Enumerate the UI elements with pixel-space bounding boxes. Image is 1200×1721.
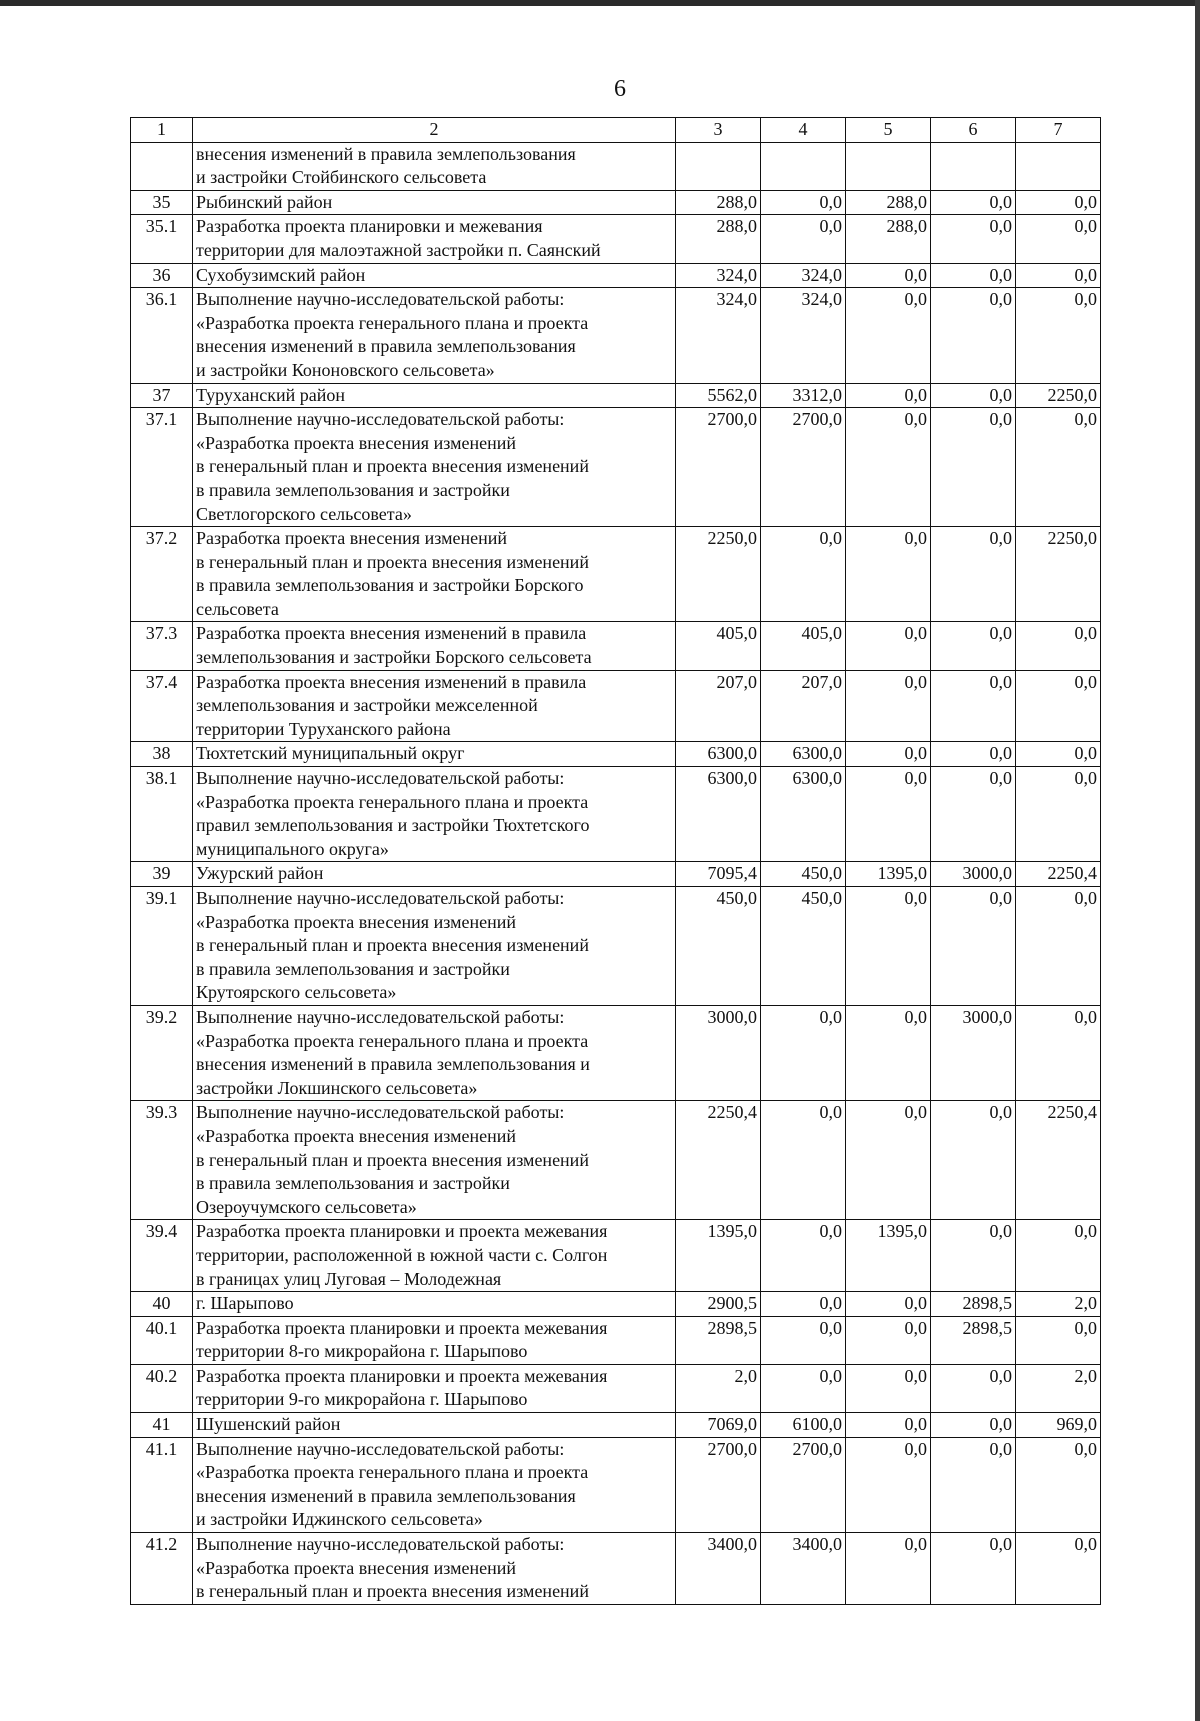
table-row [131, 622, 1101, 670]
row-number-cell: 38.1 [131, 767, 193, 862]
row-value-cell: 3000,0 [931, 1005, 1016, 1100]
table-row [131, 408, 1101, 527]
row-value-cell: 0,0 [931, 1413, 1016, 1438]
header-cell: 5 [846, 118, 931, 143]
table-row [131, 1101, 1101, 1220]
row-number-cell: 40.1 [131, 1316, 193, 1364]
row-value-cell: 6300,0 [761, 767, 846, 862]
row-value-cell: 2250,4 [1016, 862, 1101, 887]
row-value-cell: 0,0 [846, 767, 931, 862]
row-description-cell: Шушенский район [193, 1413, 676, 1438]
row-value-cell: 0,0 [761, 1005, 846, 1100]
row-number-cell: 35 [131, 190, 193, 215]
row-value-cell: 324,0 [676, 288, 761, 383]
row-value-cell: 3000,0 [676, 1005, 761, 1100]
header-cell: 4 [761, 118, 846, 143]
row-description-cell: Выполнение научно-исследовательской работы: «Разработка проекта внесения изменений в генеральный план и проекта внесения изменений в правила землепользования и застройки Светлогорского сельсовета» [193, 408, 676, 527]
row-value-cell: 0,0 [761, 1220, 846, 1292]
row-description-cell: Выполнение научно-исследовательской работы: «Разработка проекта внесения изменений в генеральный план и проекта внесения изменений в правила землепользования и застройки Крутоярского сельсовета» [193, 887, 676, 1006]
row-value-cell: 450,0 [676, 887, 761, 1006]
table-body [131, 118, 1101, 1605]
row-value-cell: 2250,0 [1016, 383, 1101, 408]
table-row [131, 215, 1101, 263]
row-number-cell: 40 [131, 1292, 193, 1317]
row-description-cell: Разработка проекта планировки и межевания территории для малоэтажной застройки п. Саянский [193, 215, 676, 263]
row-value-cell: 0,0 [931, 263, 1016, 288]
row-value-cell: 288,0 [676, 215, 761, 263]
row-value-cell: 2,0 [1016, 1364, 1101, 1412]
row-value-cell: 2250,4 [676, 1101, 761, 1220]
row-value-cell: 450,0 [761, 887, 846, 1006]
row-number-cell: 39.4 [131, 1220, 193, 1292]
row-value-cell: 0,0 [846, 742, 931, 767]
table-row [131, 288, 1101, 383]
row-number-cell: 37.2 [131, 527, 193, 622]
row-number-cell: 41.2 [131, 1533, 193, 1605]
row-value-cell: 7069,0 [676, 1413, 761, 1438]
row-number-cell: 39 [131, 862, 193, 887]
row-value-cell: 0,0 [931, 767, 1016, 862]
row-value-cell: 0,0 [931, 1533, 1016, 1605]
row-number-cell: 37.1 [131, 408, 193, 527]
row-description-cell: Разработка проекта внесения изменений в правила землепользования и застройки Борского сельсовета [193, 622, 676, 670]
row-value-cell: 0,0 [931, 215, 1016, 263]
table-row [131, 1437, 1101, 1532]
row-value-cell: 0,0 [1016, 263, 1101, 288]
row-value-cell: 324,0 [761, 288, 846, 383]
table-row [131, 887, 1101, 1006]
row-value-cell: 0,0 [931, 408, 1016, 527]
row-description-cell: Выполнение научно-исследовательской работы: «Разработка проекта генерального плана и проекта внесения изменений в правила землепользования и застройки Кононовского сельсовета» [193, 288, 676, 383]
row-number-cell: 37.3 [131, 622, 193, 670]
row-value-cell: 0,0 [846, 383, 931, 408]
row-value-cell: 0,0 [846, 1292, 931, 1317]
row-value-cell: 2700,0 [676, 1437, 761, 1532]
row-value-cell: 0,0 [761, 1292, 846, 1317]
scan-edge-right [1195, 0, 1200, 1721]
table-row [131, 1005, 1101, 1100]
row-value-cell: 0,0 [1016, 1220, 1101, 1292]
row-value-cell: 207,0 [761, 670, 846, 742]
row-value-cell [846, 142, 931, 190]
row-value-cell: 2900,5 [676, 1292, 761, 1317]
row-description-cell: Разработка проекта планировки и проекта межевания территории 9-го микрорайона г. Шарыпово [193, 1364, 676, 1412]
row-number-cell: 38 [131, 742, 193, 767]
row-description-cell: Разработка проекта планировки и проекта межевания территории, расположенной в южной части с. Солгон в границах улиц Луговая – Молодежная [193, 1220, 676, 1292]
page-number: 6 [614, 76, 626, 102]
row-value-cell: 2700,0 [761, 1437, 846, 1532]
row-description-cell: Выполнение научно-исследовательской работы: «Разработка проекта внесения изменений в генеральный план и проекта внесения изменений [193, 1533, 676, 1605]
row-value-cell: 0,0 [761, 1364, 846, 1412]
row-value-cell: 288,0 [846, 190, 931, 215]
table-row [131, 190, 1101, 215]
row-value-cell: 0,0 [761, 1316, 846, 1364]
row-number-cell: 39.2 [131, 1005, 193, 1100]
table-row [131, 1364, 1101, 1412]
table-row [131, 1220, 1101, 1292]
row-value-cell: 0,0 [931, 383, 1016, 408]
header-cell: 7 [1016, 118, 1101, 143]
row-description-cell: Разработка проекта внесения изменений в правила землепользования и застройки межселенной территории Туруханского района [193, 670, 676, 742]
row-description-cell: Разработка проекта внесения изменений в генеральный план и проекта внесения изменений в правила землепользования и застройки Борского сельсовета [193, 527, 676, 622]
row-value-cell: 6100,0 [761, 1413, 846, 1438]
row-value-cell: 0,0 [846, 1413, 931, 1438]
row-value-cell: 0,0 [1016, 767, 1101, 862]
row-value-cell: 0,0 [846, 288, 931, 383]
row-value-cell: 0,0 [931, 288, 1016, 383]
table-row [131, 1533, 1101, 1605]
row-value-cell: 0,0 [1016, 622, 1101, 670]
row-value-cell: 0,0 [1016, 288, 1101, 383]
row-value-cell: 2700,0 [676, 408, 761, 527]
row-value-cell: 0,0 [846, 527, 931, 622]
table-row [131, 1413, 1101, 1438]
row-description-cell: Разработка проекта планировки и проекта межевания территории 8-го микрорайона г. Шарыпово [193, 1316, 676, 1364]
row-value-cell: 2250,4 [1016, 1101, 1101, 1220]
row-value-cell: 6300,0 [676, 767, 761, 862]
row-value-cell: 0,0 [1016, 1316, 1101, 1364]
row-value-cell: 0,0 [1016, 1437, 1101, 1532]
table-row [131, 767, 1101, 862]
row-value-cell: 0,0 [846, 670, 931, 742]
row-value-cell: 2898,5 [676, 1316, 761, 1364]
row-value-cell: 0,0 [931, 887, 1016, 1006]
row-description-cell: Выполнение научно-исследовательской работы: «Разработка проекта генерального плана и проекта правил землепользования и застройки Тюхтетского муниципального округа» [193, 767, 676, 862]
row-value-cell: 3312,0 [761, 383, 846, 408]
row-value-cell: 2898,5 [931, 1292, 1016, 1317]
row-description-cell: Выполнение научно-исследовательской работы: «Разработка проекта генерального плана и проекта внесения изменений в правила землепользования и застройки Иджинского сельсовета» [193, 1437, 676, 1532]
row-value-cell: 0,0 [931, 622, 1016, 670]
row-number-cell: 41.1 [131, 1437, 193, 1532]
header-cell: 3 [676, 118, 761, 143]
row-value-cell: 0,0 [1016, 215, 1101, 263]
row-value-cell: 0,0 [931, 190, 1016, 215]
table-row [131, 142, 1101, 190]
table-row [131, 670, 1101, 742]
row-value-cell: 2250,0 [676, 527, 761, 622]
row-number-cell: 41 [131, 1413, 193, 1438]
row-value-cell: 207,0 [676, 670, 761, 742]
row-value-cell: 405,0 [761, 622, 846, 670]
row-value-cell: 1395,0 [676, 1220, 761, 1292]
row-value-cell: 0,0 [1016, 408, 1101, 527]
row-value-cell [931, 142, 1016, 190]
row-value-cell: 0,0 [1016, 1005, 1101, 1100]
row-value-cell: 0,0 [846, 1364, 931, 1412]
row-value-cell: 2,0 [1016, 1292, 1101, 1317]
row-value-cell: 0,0 [931, 1364, 1016, 1412]
row-value-cell: 0,0 [931, 1220, 1016, 1292]
row-value-cell: 0,0 [931, 742, 1016, 767]
budget-table [130, 117, 1101, 1605]
row-number-cell: 39.1 [131, 887, 193, 1006]
row-value-cell: 5562,0 [676, 383, 761, 408]
row-value-cell: 0,0 [931, 670, 1016, 742]
table-row [131, 862, 1101, 887]
row-description-cell: Туруханский район [193, 383, 676, 408]
row-value-cell: 0,0 [931, 1437, 1016, 1532]
row-value-cell: 0,0 [761, 1101, 846, 1220]
row-value-cell: 0,0 [846, 1316, 931, 1364]
row-number-cell: 40.2 [131, 1364, 193, 1412]
row-value-cell: 3400,0 [761, 1533, 846, 1605]
header-cell: 2 [193, 118, 676, 143]
row-description-cell: Рыбинский район [193, 190, 676, 215]
row-value-cell: 1395,0 [846, 862, 931, 887]
table-header-row [131, 118, 1101, 143]
row-number-cell [131, 142, 193, 190]
row-value-cell: 6300,0 [676, 742, 761, 767]
row-value-cell: 6300,0 [761, 742, 846, 767]
row-value-cell [676, 142, 761, 190]
row-value-cell: 0,0 [931, 527, 1016, 622]
row-number-cell: 37 [131, 383, 193, 408]
row-description-cell: Выполнение научно-исследовательской работы: «Разработка проекта генерального плана и проекта внесения изменений в правила землепользования и застройки Локшинского сельсовета» [193, 1005, 676, 1100]
row-value-cell: 288,0 [676, 190, 761, 215]
row-value-cell: 324,0 [761, 263, 846, 288]
row-description-cell: внесения изменений в правила землепользования и застройки Стойбинского сельсовета [193, 142, 676, 190]
row-value-cell: 0,0 [846, 1437, 931, 1532]
scan-edge-top [0, 0, 1200, 6]
row-description-cell: Тюхтетский муниципальный округ [193, 742, 676, 767]
row-value-cell: 2898,5 [931, 1316, 1016, 1364]
row-value-cell: 3000,0 [931, 862, 1016, 887]
row-value-cell: 2,0 [676, 1364, 761, 1412]
row-value-cell: 0,0 [846, 622, 931, 670]
row-value-cell: 0,0 [846, 1005, 931, 1100]
row-value-cell: 450,0 [761, 862, 846, 887]
row-value-cell [1016, 142, 1101, 190]
row-number-cell: 37.4 [131, 670, 193, 742]
row-value-cell: 324,0 [676, 263, 761, 288]
row-value-cell: 0,0 [846, 408, 931, 527]
row-description-cell: Ужурский район [193, 862, 676, 887]
row-value-cell: 0,0 [761, 190, 846, 215]
table-row [131, 527, 1101, 622]
table-row [131, 263, 1101, 288]
row-value-cell: 0,0 [1016, 742, 1101, 767]
row-value-cell: 0,0 [1016, 190, 1101, 215]
table-row [131, 383, 1101, 408]
row-description-cell: г. Шарыпово [193, 1292, 676, 1317]
row-value-cell: 288,0 [846, 215, 931, 263]
row-value-cell: 0,0 [846, 887, 931, 1006]
row-value-cell: 0,0 [846, 263, 931, 288]
row-value-cell: 0,0 [761, 527, 846, 622]
row-value-cell: 969,0 [1016, 1413, 1101, 1438]
row-number-cell: 39.3 [131, 1101, 193, 1220]
row-value-cell: 405,0 [676, 622, 761, 670]
row-value-cell: 0,0 [846, 1101, 931, 1220]
row-value-cell: 0,0 [846, 1533, 931, 1605]
table-row [131, 742, 1101, 767]
row-description-cell: Сухобузимский район [193, 263, 676, 288]
header-cell: 6 [931, 118, 1016, 143]
row-value-cell: 0,0 [1016, 1533, 1101, 1605]
row-value-cell: 0,0 [931, 1101, 1016, 1220]
row-number-cell: 36.1 [131, 288, 193, 383]
row-value-cell: 1395,0 [846, 1220, 931, 1292]
row-value-cell: 0,0 [761, 215, 846, 263]
row-value-cell: 3400,0 [676, 1533, 761, 1605]
row-value-cell: 2250,0 [1016, 527, 1101, 622]
header-cell: 1 [131, 118, 193, 143]
row-value-cell: 2700,0 [761, 408, 846, 527]
row-number-cell: 35.1 [131, 215, 193, 263]
row-value-cell: 7095,4 [676, 862, 761, 887]
table-row [131, 1292, 1101, 1317]
table-row [131, 1316, 1101, 1364]
row-number-cell: 36 [131, 263, 193, 288]
row-value-cell: 0,0 [1016, 887, 1101, 1006]
row-value-cell: 0,0 [1016, 670, 1101, 742]
row-value-cell [761, 142, 846, 190]
row-description-cell: Выполнение научно-исследовательской работы: «Разработка проекта внесения изменений в генеральный план и проекта внесения изменений в правила землепользования и застройки Озероучумского сельсовета» [193, 1101, 676, 1220]
